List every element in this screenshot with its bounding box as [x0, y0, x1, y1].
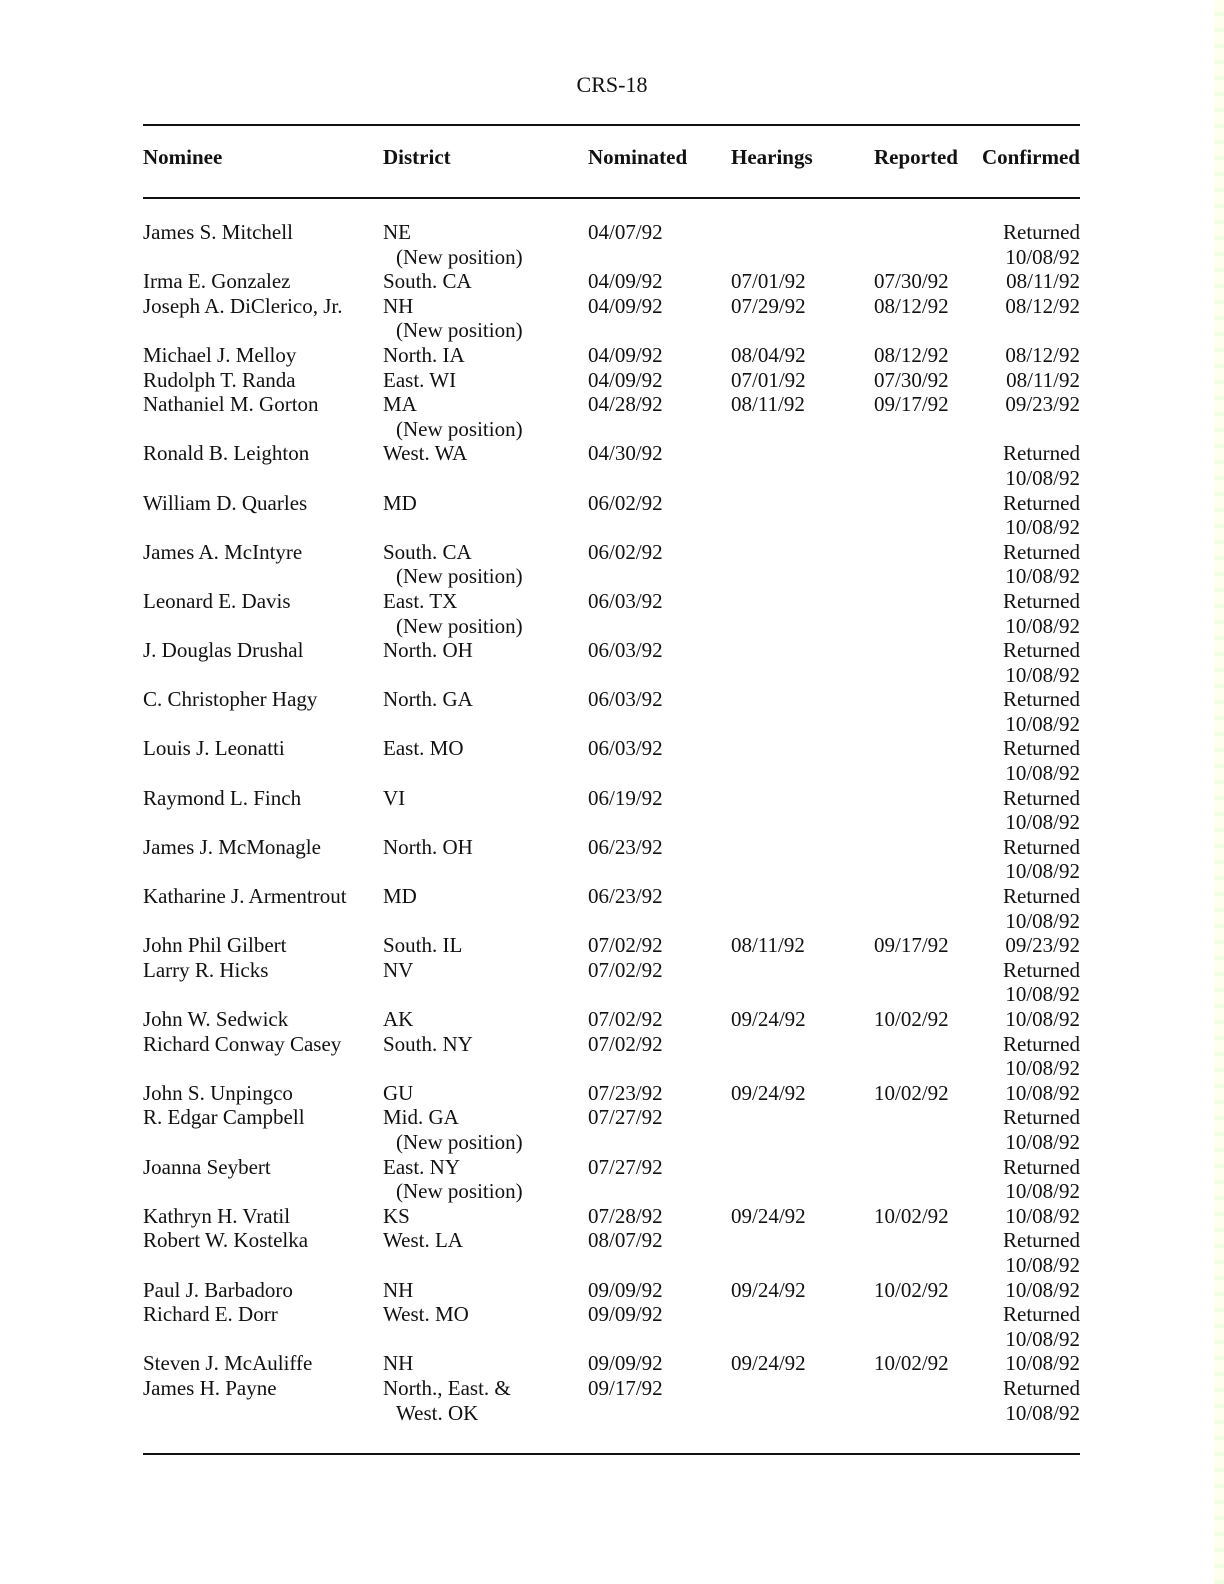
confirmed-cell [1005, 294, 1080, 319]
nominee-cell: C. Christopher Hagy [143, 687, 318, 712]
table-row [143, 638, 1080, 687]
confirmed-cell [1005, 1007, 1080, 1032]
confirmed-status: 10/08/92 [1005, 1007, 1080, 1031]
confirmed-status: Returned [1003, 1031, 1080, 1056]
reported-cell: 09/17/92 [874, 392, 949, 417]
hearings-cell: 07/01/92 [731, 367, 806, 392]
confirmed-cell [1003, 884, 1080, 933]
column-header-district: District [383, 145, 451, 169]
confirmed-cell [1003, 540, 1080, 589]
confirmed-cell [1003, 1105, 1080, 1154]
hearings-cell: 09/24/92 [731, 1277, 806, 1302]
district-value: AK [383, 1007, 414, 1031]
nominated-cell: 09/09/92 [588, 1277, 663, 1302]
nominated-cell: 07/27/92 [588, 1105, 663, 1130]
district-value: MD [383, 490, 417, 515]
table-header [143, 145, 1080, 170]
district-note: (New position) [396, 1129, 523, 1154]
district-value: KS [383, 1203, 410, 1228]
nominated-cell: 04/07/92 [588, 220, 663, 244]
district-note: (New position) [396, 613, 523, 638]
district-cell [383, 1007, 413, 1032]
column-header-nominated: Nominated [588, 145, 688, 169]
confirmed-date: 10/08/92 [1005, 1400, 1080, 1425]
column-header-reported: Reported [874, 145, 958, 169]
confirmed-cell [1005, 1081, 1080, 1106]
nominated-cell: 09/09/92 [588, 1302, 663, 1327]
confirmed-date: 10/08/92 [1005, 1129, 1080, 1154]
confirmed-date: 10/08/92 [1005, 982, 1080, 1007]
district-value: North., East. & [383, 1375, 511, 1400]
nominated-cell: 07/02/92 [588, 1031, 663, 1056]
district-value: South. CA [383, 269, 472, 294]
confirmed-cell [1005, 1278, 1080, 1303]
nominated-cell: 06/03/92 [588, 588, 663, 613]
district-cell [383, 1032, 473, 1057]
confirmed-date: 10/08/92 [1005, 859, 1080, 884]
district-cell [383, 1228, 463, 1253]
confirmed-status: Returned [1003, 834, 1080, 859]
district-value: West. LA [383, 1228, 463, 1253]
table-row [143, 1007, 1080, 1032]
confirmed-status: Returned [1003, 1302, 1080, 1327]
nominated-cell: 06/23/92 [588, 834, 663, 859]
district-cell [383, 958, 413, 983]
confirmed-status: Returned [1003, 638, 1080, 663]
nominated-cell: 07/23/92 [588, 1080, 663, 1105]
confirmed-status: Returned [1003, 441, 1080, 466]
confirmed-cell [1003, 786, 1080, 835]
district-cell [383, 269, 472, 294]
confirmed-status: Returned [1003, 957, 1080, 982]
confirmed-cell [1003, 441, 1080, 490]
confirmed-cell [1005, 392, 1080, 417]
table-row [143, 1228, 1080, 1277]
district-value: West. WA [383, 441, 468, 466]
confirmed-date: 10/08/92 [1005, 1326, 1080, 1351]
district-value: East. TX [383, 588, 458, 613]
nominated-cell: 07/02/92 [588, 957, 663, 982]
nominated-cell: 06/02/92 [588, 490, 663, 515]
confirmed-status: Returned [1003, 539, 1080, 564]
district-value: South. IL [383, 933, 463, 958]
nominee-cell: Raymond L. Finch [143, 785, 302, 810]
district-cell [383, 392, 523, 441]
confirmed-date: 10/08/92 [1005, 564, 1080, 589]
district-cell [383, 441, 467, 466]
nominee-cell: John W. Sedwick [143, 1007, 289, 1031]
hearings-cell: 08/11/92 [731, 933, 805, 958]
district-cell [383, 343, 465, 368]
district-value: MA [383, 392, 417, 417]
district-value: North. OH [383, 638, 473, 663]
district-cell [383, 638, 473, 663]
table-row [143, 958, 1080, 1007]
hearings-cell: 09/24/92 [731, 1007, 806, 1031]
nominee-cell: Robert W. Kostelka [143, 1228, 309, 1253]
district-cell [383, 1081, 413, 1106]
district-cell [383, 786, 405, 811]
nominee-cell: Kathryn H. Vratil [143, 1203, 291, 1228]
district-value: East. MO [383, 736, 464, 761]
hearings-cell: 08/04/92 [731, 342, 806, 367]
confirmed-date: 10/08/92 [1005, 761, 1080, 786]
nominee-cell: James J. McMonagle [143, 834, 321, 859]
table-row [143, 441, 1080, 490]
nominee-cell: John Phil Gilbert [143, 933, 287, 958]
nominated-cell: 04/30/92 [588, 441, 663, 466]
district-value: GU [383, 1080, 414, 1105]
nominee-cell: Louis J. Leonatti [143, 736, 285, 761]
table-row [143, 1204, 1080, 1229]
district-cell [383, 1302, 469, 1327]
district-value: MD [383, 884, 417, 909]
district-cell [383, 736, 464, 761]
reported-cell: 10/02/92 [874, 1007, 949, 1031]
confirmed-cell [1003, 491, 1080, 540]
district-cell [383, 687, 473, 712]
nominated-cell: 04/09/92 [588, 342, 663, 367]
confirmed-date: 10/08/92 [1005, 1252, 1080, 1277]
table-row [143, 1155, 1080, 1204]
table-row [143, 1105, 1080, 1154]
table-row [143, 1302, 1080, 1351]
nominee-cell: Joseph A. DiClerico, Jr. [143, 293, 343, 318]
reported-cell: 10/02/92 [874, 1203, 949, 1228]
district-value: North. GA [383, 687, 473, 712]
table-row [143, 392, 1080, 441]
reported-cell: 09/17/92 [874, 933, 949, 958]
hearings-cell: 09/24/92 [731, 1351, 806, 1376]
district-cell [383, 1351, 413, 1376]
nominee-cell: Richard E. Dorr [143, 1302, 278, 1327]
district-note: (New position) [396, 318, 523, 343]
district-value: VI [383, 785, 406, 810]
confirmed-cell [1003, 1032, 1080, 1081]
nominee-cell: James H. Payne [143, 1375, 277, 1400]
confirmed-cell [1003, 958, 1080, 1007]
table-row [143, 1032, 1080, 1081]
nominated-cell: 06/02/92 [588, 539, 663, 564]
nominated-cell: 09/09/92 [588, 1351, 663, 1376]
confirmed-status: Returned [1003, 1228, 1080, 1253]
reported-cell: 10/02/92 [874, 1080, 949, 1105]
nominee-cell: Leonard E. Davis [143, 588, 291, 613]
district-cell [383, 589, 523, 638]
table-row [143, 1351, 1080, 1376]
nominated-cell: 06/03/92 [588, 638, 663, 663]
district-value: North. IA [383, 342, 465, 367]
nominee-cell: John S. Unpingco [143, 1080, 293, 1105]
district-cell [383, 1105, 523, 1154]
nominee-cell: Rudolph T. Randa [143, 367, 296, 392]
nominated-cell: 06/23/92 [588, 884, 663, 909]
nominee-cell: Michael J. Melloy [143, 342, 297, 367]
table-row [143, 687, 1080, 736]
nominee-cell: William D. Quarles [143, 490, 308, 515]
table-row [143, 736, 1080, 785]
district-cell [383, 1155, 523, 1204]
table-top-rule [143, 124, 1080, 126]
district-value: Mid. GA [383, 1105, 459, 1130]
district-value: North. OH [383, 834, 473, 859]
table-row [143, 269, 1080, 294]
district-note: (New position) [396, 416, 523, 441]
nominee-cell: Larry R. Hicks [143, 957, 269, 982]
hearings-cell: 09/24/92 [731, 1203, 806, 1228]
nominee-cell: James A. McIntyre [143, 539, 303, 564]
confirmed-date: 10/08/92 [1005, 711, 1080, 736]
page-edge-strip [1214, 0, 1224, 1584]
table-row [143, 491, 1080, 540]
confirmed-date: 10/08/92 [1005, 515, 1080, 540]
confirmed-date: 10/08/92 [1005, 908, 1080, 933]
district-value: West. MO [383, 1302, 469, 1327]
confirmed-cell [1006, 269, 1080, 294]
table-row [143, 589, 1080, 638]
confirmed-cell [1003, 687, 1080, 736]
nominated-cell: 07/02/92 [588, 1007, 663, 1031]
confirmed-status: Returned [1003, 588, 1080, 613]
nominated-cell: 04/28/92 [588, 392, 663, 417]
confirmed-date: 10/08/92 [1005, 810, 1080, 835]
table-row [143, 343, 1080, 368]
confirmed-status: 08/11/92 [1006, 367, 1080, 392]
column-header-nominee: Nominee [143, 145, 223, 169]
district-cell [383, 1204, 410, 1229]
confirmed-date: 10/08/92 [1005, 244, 1080, 269]
confirmed-cell [1003, 1155, 1080, 1204]
confirmed-date: 10/08/92 [1005, 662, 1080, 687]
confirmed-status: Returned [1003, 220, 1080, 244]
confirmed-cell [1003, 736, 1080, 785]
district-cell [383, 1376, 511, 1425]
confirmed-status: Returned [1003, 490, 1080, 515]
nominee-cell: Paul J. Barbadoro [143, 1277, 293, 1302]
nominated-cell: 04/09/92 [588, 293, 663, 318]
district-cell [383, 884, 417, 909]
district-value: South. NY [383, 1031, 473, 1056]
confirmed-status: Returned [1003, 1375, 1080, 1400]
nominated-cell: 07/27/92 [588, 1154, 663, 1179]
confirmed-date: 10/08/92 [1005, 1056, 1080, 1081]
confirmed-status: 10/08/92 [1005, 1203, 1080, 1228]
district-value: East. NY [383, 1154, 460, 1179]
confirmed-cell [1005, 1351, 1080, 1376]
table-row [143, 540, 1080, 589]
confirmed-status: 08/11/92 [1006, 269, 1080, 294]
confirmed-status: Returned [1003, 884, 1080, 909]
nominee-cell: Joanna Seybert [143, 1154, 271, 1179]
reported-cell: 07/30/92 [874, 269, 949, 294]
confirmed-cell [1003, 589, 1080, 638]
confirmed-status: 09/23/92 [1005, 933, 1080, 958]
district-cell [383, 1278, 413, 1303]
nominee-cell: Irma E. Gonzalez [143, 269, 291, 294]
district-value: East. WI [383, 367, 457, 392]
confirmed-status: Returned [1003, 1105, 1080, 1130]
district-cell [383, 491, 417, 516]
district-value: NH [383, 1351, 414, 1376]
confirmed-cell [1005, 343, 1080, 368]
reported-cell: 08/12/92 [874, 342, 949, 367]
confirmed-cell [1003, 1376, 1080, 1425]
confirmed-status: 10/08/92 [1005, 1351, 1080, 1376]
nominee-cell: Ronald B. Leighton [143, 441, 310, 466]
nominated-cell: 07/28/92 [588, 1203, 663, 1228]
confirmed-status: 08/12/92 [1005, 293, 1080, 318]
confirmed-cell [1003, 1302, 1080, 1351]
nominee-cell: James S. Mitchell [143, 220, 293, 244]
reported-cell: 10/02/92 [874, 1351, 949, 1376]
confirmed-date: 10/08/92 [1005, 1179, 1080, 1204]
table-row [143, 933, 1080, 958]
district-value: South. CA [383, 539, 472, 564]
confirmed-cell [1006, 368, 1080, 393]
nominee-cell: Katharine J. Armentrout [143, 884, 347, 909]
district-value: NV [383, 957, 414, 982]
nominee-cell: Steven J. McAuliffe [143, 1351, 313, 1376]
nominated-cell: 06/03/92 [588, 736, 663, 761]
confirmed-status: 10/08/92 [1005, 1277, 1080, 1302]
nominated-cell: 04/09/92 [588, 367, 663, 392]
table-row [143, 220, 1080, 269]
district-value: NH [383, 293, 414, 318]
column-header-hearings: Hearings [731, 145, 813, 169]
confirmed-date: 10/08/92 [1005, 613, 1080, 638]
confirmed-status: 10/08/92 [1005, 1080, 1080, 1105]
nominee-cell: Richard Conway Casey [143, 1031, 342, 1056]
district-cell [383, 933, 462, 958]
hearings-cell: 07/29/92 [731, 293, 806, 318]
nominated-cell: 04/09/92 [588, 269, 663, 294]
nominated-cell: 07/02/92 [588, 933, 663, 958]
confirmed-cell [1003, 638, 1080, 687]
reported-cell: 10/02/92 [874, 1277, 949, 1302]
reported-cell: 07/30/92 [874, 367, 949, 392]
district-note: (New position) [396, 564, 523, 589]
table-row [143, 786, 1080, 835]
table-row [143, 368, 1080, 393]
nominated-cell: 08/07/92 [588, 1228, 663, 1253]
nominated-cell: 09/17/92 [588, 1375, 663, 1400]
table-body [143, 220, 1080, 1425]
table-row [143, 1081, 1080, 1106]
district-cell [383, 220, 523, 269]
district-note: West. OK [396, 1400, 479, 1425]
nominee-cell: R. Edgar Campbell [143, 1105, 305, 1130]
district-note: (New position) [396, 1179, 523, 1204]
header-row [143, 145, 1080, 170]
district-cell [383, 368, 456, 393]
page-header: CRS-18 [576, 72, 648, 97]
nominated-cell: 06/19/92 [588, 785, 663, 810]
district-value: NH [383, 1277, 414, 1302]
hearings-cell: 08/11/92 [731, 392, 805, 417]
confirmed-cell [1003, 1228, 1080, 1277]
confirmed-date: 10/08/92 [1005, 465, 1080, 490]
district-cell [383, 294, 523, 343]
table-row [143, 294, 1080, 343]
district-value: NE [383, 220, 411, 244]
column-header-confirmed: Confirmed [982, 145, 1080, 169]
table-row [143, 884, 1080, 933]
table-row [143, 1376, 1080, 1425]
confirmed-cell [1005, 1204, 1080, 1229]
confirmed-status: Returned [1003, 736, 1080, 761]
table-row [143, 1278, 1080, 1303]
confirmed-status: 08/12/92 [1005, 342, 1080, 367]
reported-cell: 08/12/92 [874, 293, 949, 318]
confirmed-status: Returned [1003, 785, 1080, 810]
confirmed-status: 09/23/92 [1005, 392, 1080, 417]
nominee-cell: J. Douglas Drushal [143, 638, 304, 663]
district-cell [383, 835, 473, 860]
nominated-cell: 06/03/92 [588, 687, 663, 712]
confirmed-cell [1003, 835, 1080, 884]
district-cell [383, 540, 523, 589]
confirmed-status: Returned [1003, 1154, 1080, 1179]
hearings-cell: 09/24/92 [731, 1080, 806, 1105]
nominee-cell: Nathaniel M. Gorton [143, 392, 319, 417]
hearings-cell: 07/01/92 [731, 269, 806, 294]
table-bottom-rule [143, 1453, 1080, 1455]
table-row [143, 835, 1080, 884]
confirmed-cell [1005, 933, 1080, 958]
table-header-rule [143, 197, 1080, 199]
district-note: (New position) [396, 244, 523, 269]
confirmed-cell [1003, 220, 1080, 269]
confirmed-status: Returned [1003, 687, 1080, 712]
